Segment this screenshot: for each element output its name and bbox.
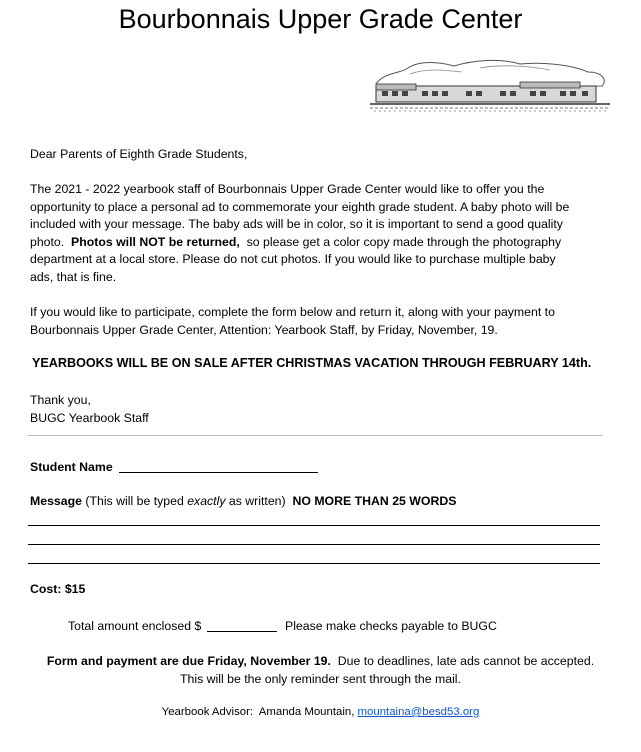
reminder-note: This will be the only reminder sent through the mail. — [180, 672, 461, 686]
student-name-label: Student Name — [30, 460, 113, 474]
message-note: as written) — [225, 494, 293, 508]
advisor-line — [0, 706, 641, 718]
advisor-email-link[interactable]: mountaina@besd53.org — [357, 706, 480, 718]
cost-label: Cost: $15 — [30, 582, 86, 596]
intro-text: so please get a color copy made through the photography — [239, 234, 562, 249]
photos-not-returned-note: Photos will NOT be returned, — [71, 234, 240, 249]
word-limit-note: NO MORE THAN 25 WORDS — [292, 494, 457, 508]
closing-text: Thank you, — [30, 393, 91, 407]
total-amount-field[interactable] — [207, 631, 277, 632]
message-note: (This will be typed — [81, 494, 188, 508]
due-date-rest: Due to deadlines, late ads cannot be accepted. — [330, 654, 595, 668]
total-amount-label: Total amount enclosed $ — [68, 619, 202, 633]
message-line — [28, 563, 600, 564]
instructions-line: If you would like to participate, complete the form below and return it, along with your payment to — [30, 305, 555, 319]
message-label: Message — [30, 494, 82, 508]
instructions-paragraph — [30, 304, 615, 339]
intro-paragraph — [30, 181, 615, 287]
signature: BUGC Yearbook Staff — [30, 410, 149, 425]
intro-text: photo. — [30, 234, 72, 249]
message-field[interactable] — [28, 511, 600, 573]
advisor-text: Yearbook Advisor: Amanda Mountain, — [161, 706, 358, 718]
page-title: Bourbonnais Upper Grade Center — [118, 4, 523, 34]
instructions-line: Bourbonnais Upper Grade Center, Attention: Yearbook Staff, by Friday, November, 19. — [30, 322, 498, 337]
due-date-bold: Form and payment are due Friday, November 19. — [46, 654, 331, 668]
sale-announcement: YEARBOOKS WILL BE ON SALE AFTER CHRISTMAS VACATION THROUGH FEBRUARY 14th. — [32, 356, 592, 370]
message-label-row — [30, 493, 456, 511]
intro-line: ads, that is fine. — [30, 269, 117, 284]
payable-note: Please make checks payable to BUGC — [285, 619, 497, 633]
intro-line: The 2021 - 2022 yearbook staff of Bourbonnais Upper Grade Center would like to offer you the — [30, 182, 545, 196]
school-building-illustration — [370, 58, 610, 114]
intro-line — [30, 234, 615, 252]
divider — [28, 435, 603, 436]
message-note-emphasis: exactly — [187, 494, 226, 508]
greeting: Dear Parents of Eighth Grade Students, — [30, 147, 248, 161]
message-line — [28, 525, 600, 526]
due-date-note — [0, 653, 641, 671]
message-line — [28, 544, 600, 545]
intro-line: opportunity to place a personal ad to commemorate your eighth grade student. A baby photo will be — [30, 199, 570, 214]
closing — [30, 392, 615, 427]
intro-line: department at a local store. Please do not cut photos. If you would like to purchase multiple baby — [30, 252, 556, 267]
intro-line: included with your message. The baby ads will be in color, so it is important to send a good quality — [30, 217, 563, 232]
student-name-field[interactable] — [119, 472, 318, 473]
